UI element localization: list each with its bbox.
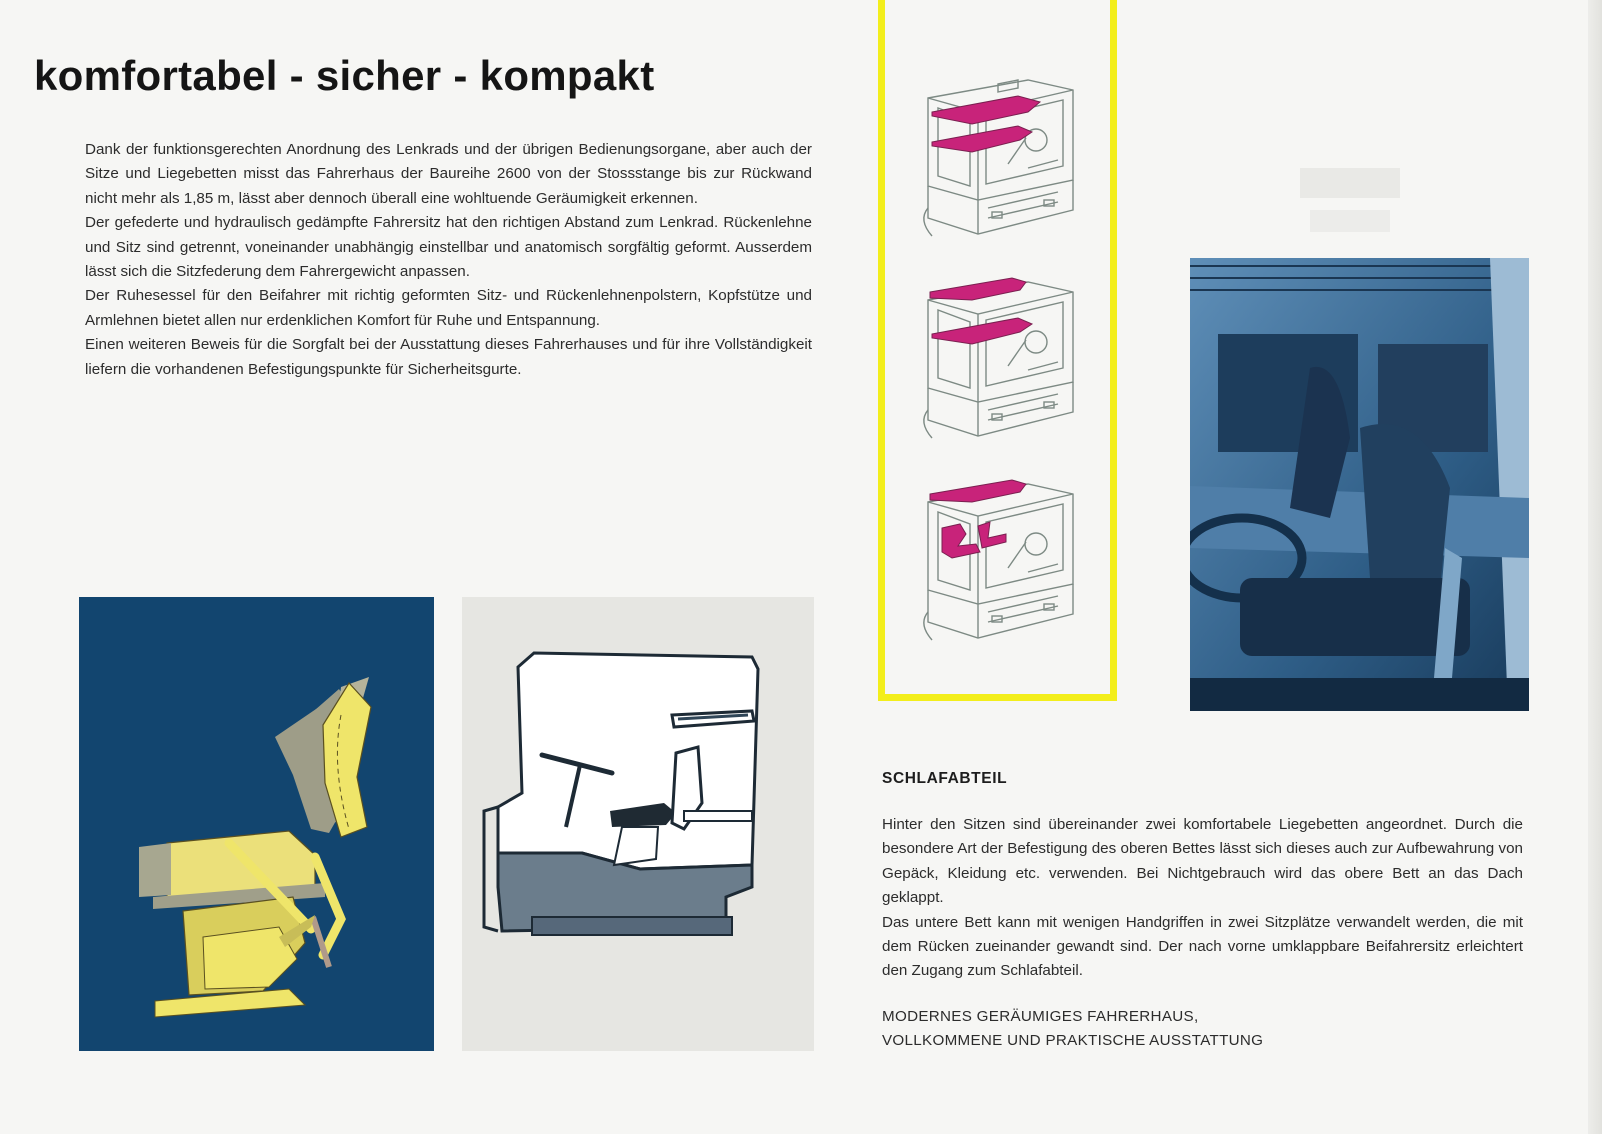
lower-bunk [932, 126, 1032, 152]
schlafabteil-text [882, 813, 1523, 984]
intro-paragraph: Der gefederte und hydraulisch gedämpfte Fahrersitz hat den richtigen Abstand zum Lenkrad. Rückenlehne und Sitz sind getrennt, voneinander unabhängig einstellbar und anatomisch sorgfältig geformt. Ausserdem lässt sich die Sitzfederung dem Fahrergewicht anpassen. [85, 214, 812, 281]
driver-seat-illustration [79, 597, 434, 1051]
intro-text [85, 138, 812, 382]
bleed-through-mark [1290, 148, 1410, 248]
lower-bunk [932, 318, 1032, 344]
page-fold-edge [1588, 0, 1602, 1134]
upper-bunk-folded [930, 480, 1026, 502]
upper-bunk-folded [930, 278, 1026, 300]
intro-paragraph: Dank der funktionsgerechten Anordnung des Lenkrads und der übrigen Bedienungsorgane, aber auch der Sitze und Liegebetten misst das Fahrerhaus der Baureihe 2600 von der Stossstange bis zur Rückwand nicht mehr als 1,85 m, lässt aber dennoch überall eine wohltuende Geräumigkeit erkennen. [85, 141, 812, 207]
seat-right [978, 522, 1006, 548]
intro-paragraph: Der Ruhesessel für den Beifahrer mit richtig geformten Sitz- und Rückenlehnenpolstern, Kopfstütze und Armlehnen bietet allen nur erdenklichen Komfort für Ruhe und Entspannung. [85, 287, 812, 329]
closing-slogan [882, 1005, 1263, 1054]
page-title: komfortabel - sicher - kompakt [34, 52, 655, 99]
cab-interior-photo [1190, 258, 1529, 711]
intro-paragraph: Einen weiteren Beweis für die Sorgfalt bei der Ausstattung dieses Fahrerhauses und für ihre Vollständigkeit liefern die vorhandenen Befestigungspunkte für Sicherheitsgurte. [85, 336, 812, 378]
schlafabteil-paragraph: Hinter den Sitzen sind übereinander zwei komfortabele Liegebetten angeordnet. Durch die besondere Art der Befestigung des oberen Bettes lässt sich dieses auch zur Aufbewahrung von Gepäck, Kleidung etc. verwenden. Bei Nichtgebrauch wird das obere Bett an das Dach geklappt. [882, 816, 1523, 907]
cab-illustration-seats [908, 472, 1088, 652]
cab-illustration-both-beds [908, 68, 1088, 248]
upper-bunk [932, 96, 1040, 124]
closing-line: VOLLKOMMENE UND PRAKTISCHE AUSSTATTUNG [882, 1032, 1264, 1050]
schlafabteil-paragraph: Das untere Bett kann mit wenigen Handgriffen in zwei Sitzplätze verwandelt werden, die mit dem Rücken zueinander gewandt sind. Der nach vorne umklappbare Beifahrersitz erleichtert den Zugang zum Schlafabteil. [882, 913, 1523, 980]
seat-left [942, 524, 980, 558]
section-heading-schlafabteil: SCHLAFABTEIL [882, 770, 1008, 787]
cab-illustration-upper-folded [908, 270, 1088, 450]
cab-cross-section-diagram [462, 597, 814, 1051]
closing-line: MODERNES GERÄUMIGES FAHRERHAUS, [882, 1008, 1199, 1025]
